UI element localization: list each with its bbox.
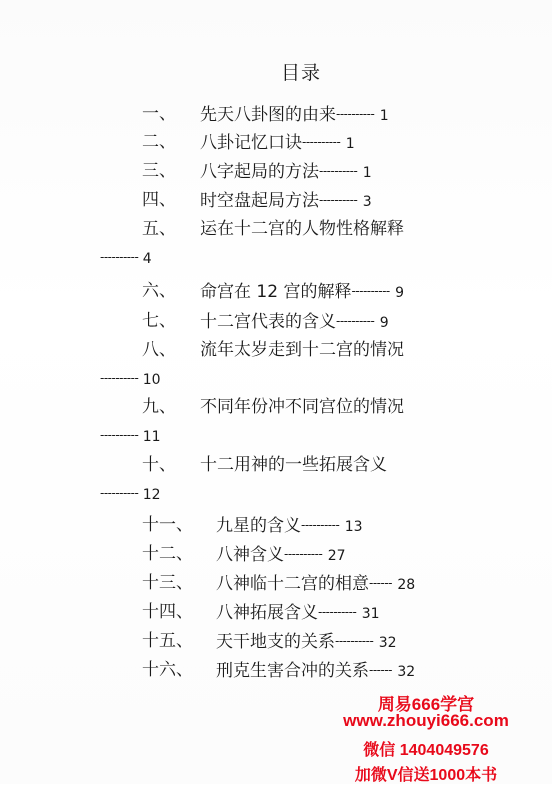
toc-entry <box>0 103 552 133</box>
toc-title: 八神临十二宫的相意 <box>216 574 369 594</box>
watermark-line: 周易666学宫 <box>377 695 475 714</box>
toc-text <box>216 543 346 567</box>
toc-title: 运在十二宫的人物性格解释 <box>200 219 404 239</box>
toc-page-number: 1 <box>379 108 389 124</box>
toc-text <box>216 659 415 683</box>
toc-page-number: 31 <box>361 606 380 622</box>
toc-leader: ---------- <box>100 371 139 385</box>
toc-text <box>216 514 363 538</box>
toc-number: 七、 <box>142 311 176 331</box>
toc-leader: ---------- <box>335 634 374 648</box>
toc-title: 刑克生害合冲的关系 <box>216 661 369 681</box>
toc-continuation <box>100 484 500 504</box>
toc-page-number: 4 <box>142 251 152 267</box>
toc-page-number: 3 <box>362 194 372 210</box>
toc-text <box>200 189 372 213</box>
toc-text <box>200 310 389 334</box>
toc-page-number: 9 <box>379 315 389 331</box>
watermark-url: www.zhouyi666.com <box>343 711 509 730</box>
toc-leader: ---------- <box>301 518 340 532</box>
toc-title: 十二宫代表的含义 <box>200 312 336 332</box>
toc-title: 天干地支的关系 <box>216 632 335 652</box>
toc-title: 先天八卦图的由来 <box>200 105 336 125</box>
toc-entry <box>0 630 552 660</box>
toc-number: 十一、 <box>142 515 193 535</box>
toc-leader: ---------- <box>284 547 323 561</box>
toc-entry <box>0 572 552 602</box>
toc-number: 十三、 <box>142 573 193 593</box>
toc-leader: ---------- <box>351 284 390 298</box>
toc-page-number: 13 <box>344 519 363 535</box>
toc-entry <box>0 131 552 161</box>
toc-title: 不同年份冲不同宫位的情况 <box>200 397 404 417</box>
toc-title: 命宫在 12 宫的解释 <box>200 282 352 302</box>
toc-text <box>216 572 415 596</box>
toc-leader: ---------- <box>336 314 375 328</box>
toc-text <box>216 630 397 654</box>
toc-page-number: 1 <box>362 165 372 181</box>
toc-page-number: 12 <box>142 487 161 503</box>
toc-title: 八字起局的方法 <box>200 162 319 182</box>
toc-leader: ---------- <box>100 486 139 500</box>
toc-entry <box>0 601 552 631</box>
toc-entry <box>0 339 552 369</box>
page-title: 目录 <box>280 62 321 84</box>
toc-page-number: 32 <box>378 635 397 651</box>
toc-page-number: 32 <box>397 664 416 680</box>
toc-number: 十五、 <box>142 631 193 651</box>
toc-text <box>200 280 404 304</box>
toc-title: 时空盘起局方法 <box>200 191 319 211</box>
toc-number: 十、 <box>142 455 176 475</box>
toc-text <box>216 601 380 625</box>
toc-number: 二、 <box>142 132 176 152</box>
toc-title: 八神含义 <box>216 545 284 565</box>
toc-entry <box>0 189 552 219</box>
toc-leader: ---------- <box>336 107 375 121</box>
toc-page-number: 27 <box>327 548 346 564</box>
toc-page-number: 11 <box>142 429 161 445</box>
toc-entry <box>0 454 552 484</box>
toc-number: 九、 <box>142 397 176 417</box>
toc-continuation <box>100 369 500 389</box>
toc-leader: ---------- <box>302 135 341 149</box>
toc-leader: ---------- <box>319 164 358 178</box>
toc-number: 十四、 <box>142 602 193 622</box>
toc-entry <box>0 310 552 340</box>
toc-number: 四、 <box>142 190 176 210</box>
toc-entry <box>0 160 552 190</box>
toc-entry <box>0 218 552 248</box>
toc-number: 六、 <box>142 281 176 301</box>
toc-leader: ---------- <box>100 428 139 442</box>
toc-leader: ---------- <box>319 193 358 207</box>
toc-number: 五、 <box>142 219 176 239</box>
toc-page-number: 9 <box>395 285 405 301</box>
toc-number: 八、 <box>142 340 176 360</box>
toc-continuation <box>100 426 500 446</box>
toc-number: 十六、 <box>142 660 193 680</box>
toc-leader: ---------- <box>318 605 357 619</box>
toc-entry <box>0 543 552 573</box>
toc-title: 十二用神的一些拓展含义 <box>200 455 387 475</box>
watermark-promo: 加微V信送1000本书 <box>354 767 498 784</box>
watermark-contact: 微信 1404049576 <box>363 742 489 759</box>
toc-leader: ------ <box>369 576 392 590</box>
toc-text <box>200 131 355 155</box>
toc-entry <box>0 514 552 544</box>
toc-leader: ---------- <box>100 250 139 264</box>
toc-title: 八神拓展含义 <box>216 603 318 623</box>
toc-title: 流年太岁走到十二宫的情况 <box>200 340 404 360</box>
toc-page-number: 28 <box>397 577 416 593</box>
toc-number: 一、 <box>142 104 176 124</box>
toc-text <box>200 160 372 184</box>
toc-leader: ------ <box>369 663 392 677</box>
toc-number: 三、 <box>142 161 176 181</box>
toc-title: 八卦记忆口诀 <box>200 133 302 153</box>
toc-entry <box>0 659 552 689</box>
toc-entry <box>0 396 552 426</box>
toc-page-number: 1 <box>345 136 355 152</box>
toc-number: 十二、 <box>142 544 193 564</box>
toc-entry <box>0 280 552 310</box>
toc-text <box>200 103 389 127</box>
toc-continuation <box>100 248 500 268</box>
toc-page-number: 10 <box>142 372 161 388</box>
toc-title: 九星的含义 <box>216 516 301 536</box>
